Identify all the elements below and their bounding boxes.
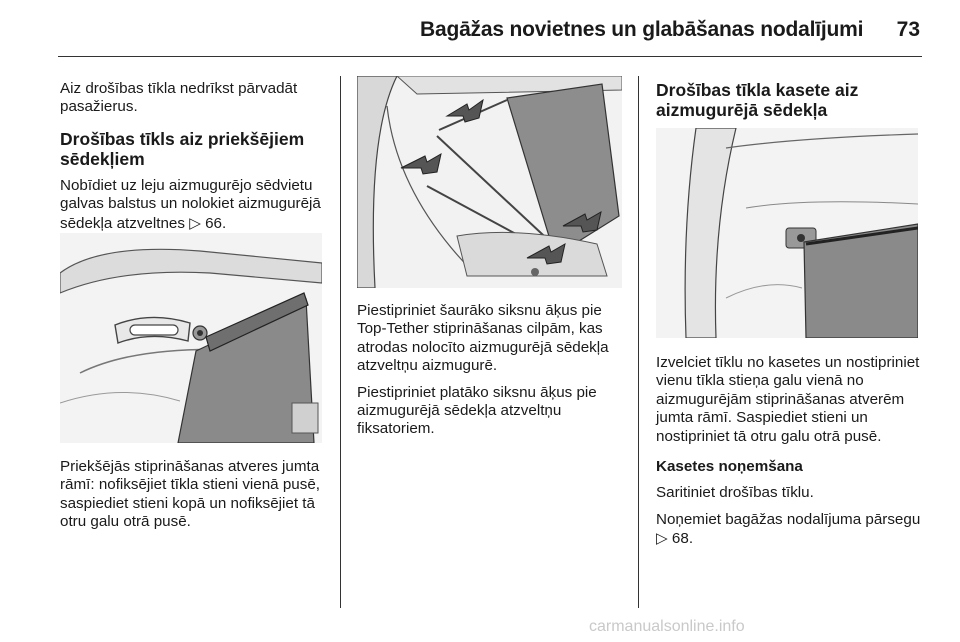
page-reference-link[interactable]: 68.	[671, 530, 694, 548]
instruction-top-tether: Piestipriniet šaurāko siksnu āķus pie Top-Tether stiprināšanas cilpām, kas atrodas nolocīto aizmugurējā sēdekļa atzveltņu aizmugurē.	[357, 302, 609, 375]
page-header-title: Bagāžas novietnes un glabāšanas nodalījumi	[420, 18, 864, 41]
page-number: 73	[896, 18, 920, 41]
instruction-remove-cover	[656, 511, 928, 549]
front-anchor-illustration	[60, 233, 322, 443]
instruction-body: Nobīdiet uz leju aizmugurējo sēdvietu galvas balstus un nolokiet aizmugurējā sēdekļa atzveltnes	[60, 176, 321, 232]
instruction-roll-up: Saritiniet drošības tīklu.	[656, 484, 814, 502]
intro-text: Aiz drošības tīkla nedrīkst pārvadāt pasažierus.	[60, 80, 298, 116]
section-heading-cassette: Drošības tīkla kasete aiz aizmugurējā sēdekļa	[656, 80, 859, 120]
triangle-right-icon: ▷	[656, 529, 668, 548]
header-divider	[58, 56, 922, 57]
instruction-pull-out: Izvelciet tīklu no kasetes un nostipriniet vienu tīkla stieņa galu vienā no aizmugurējām stiprināšanas atverēm jumta rāmī. Saspiediet stieni un nostipriniet tā otru galu otrā pusē.	[656, 354, 920, 445]
figure-rear-straps	[357, 76, 622, 288]
section-heading-front-net: Drošības tīkls aiz priekšējiem sēdekļiem	[60, 128, 305, 169]
rear-straps-illustration	[357, 76, 622, 288]
figure-front-anchor	[60, 233, 322, 443]
column-divider-1	[340, 76, 341, 608]
triangle-right-icon: ▷	[189, 213, 201, 232]
subheading-cassette-removal: Kasetes noņemšana	[656, 458, 803, 476]
column-1-caption	[60, 458, 326, 540]
instruction-text	[60, 177, 326, 233]
column-divider-2	[638, 76, 639, 608]
column-1	[60, 80, 326, 241]
footer-watermark: carmanualsonline.info	[589, 618, 745, 635]
instruction-latches: Piestipriniet platāko siksnu āķus pie aizmugurējā sēdekļa atzveltņu fiksatoriem.	[357, 383, 597, 438]
page-reference-link[interactable]: 66.	[205, 214, 227, 232]
figure-caption: Priekšējās stiprināšanas atveres jumta rāmī: nofiksējiet tīkla stieni vienā pusē, saspiediet stieni kopā un nofiksējiet tā otru galu otrā pusē.	[60, 458, 320, 531]
instruction-remove-cover-text: Noņemiet bagāžas nodalījuma pārsegu	[656, 510, 921, 528]
cassette-illustration	[656, 128, 918, 338]
column-3	[656, 80, 926, 128]
figure-cassette	[656, 128, 918, 338]
column-3-body	[656, 354, 928, 557]
column-2	[357, 302, 625, 447]
